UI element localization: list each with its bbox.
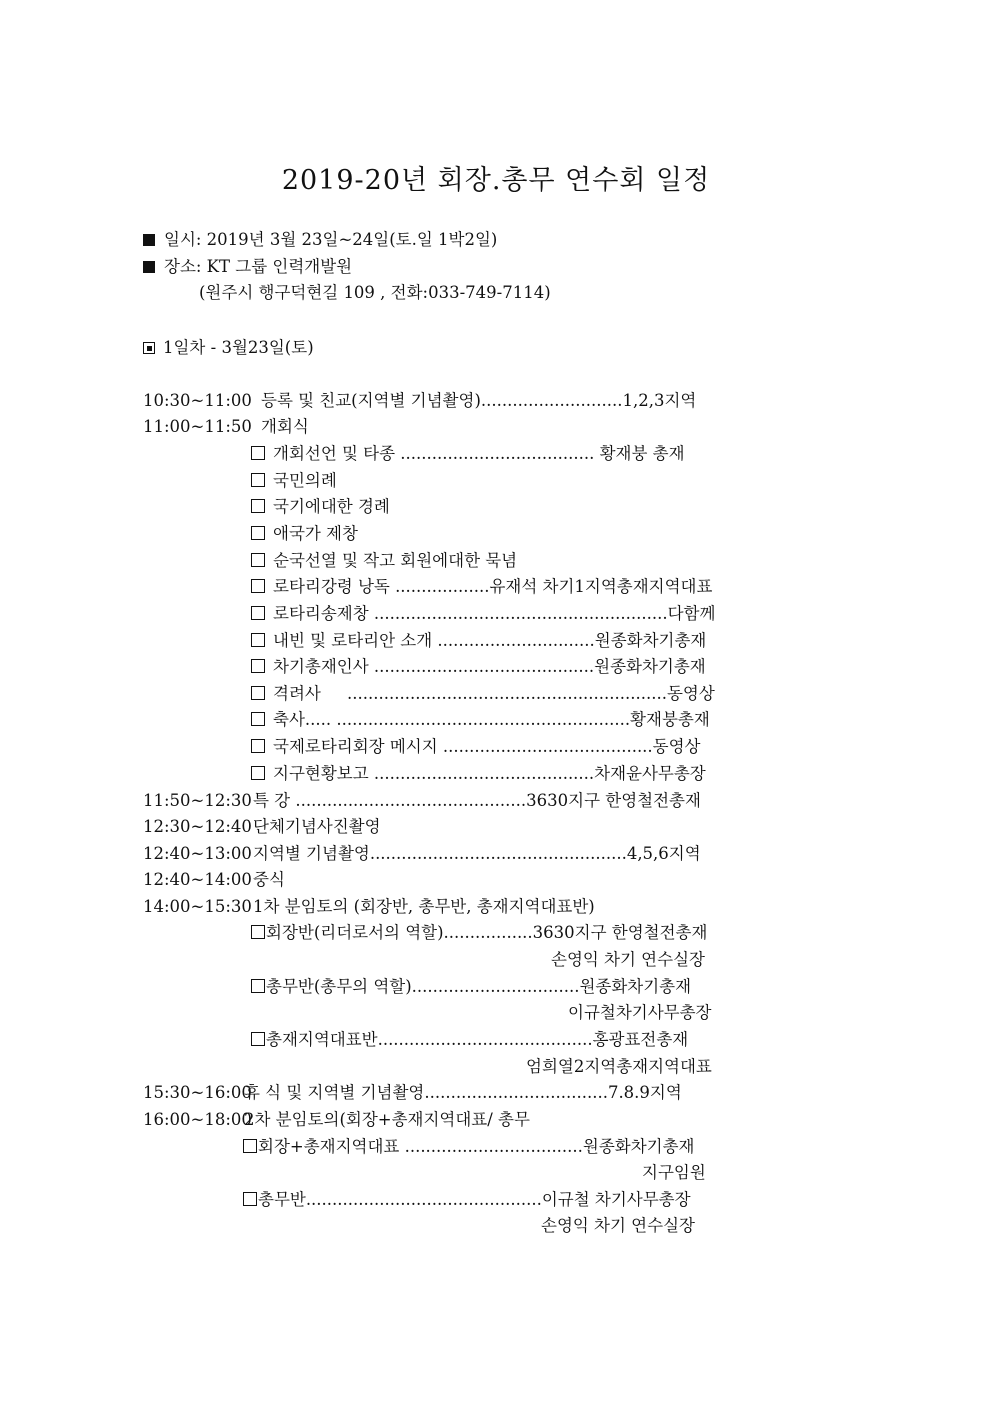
breakout-sub-leader: 엄희열2지역총재지역대표	[526, 1057, 712, 1076]
filled-square-icon	[143, 261, 155, 273]
schedule-time: 15:30~16:00	[143, 1083, 252, 1102]
day1-heading-text: 1일차 - 3월23일(토)	[163, 338, 314, 357]
checklist-text: 국민의례	[273, 471, 337, 490]
address-text: (원주시 행구덕현길 109 , 전화:033-749-7114)	[199, 283, 551, 302]
checklist-text: 로타리강령 낭독 ..................유재석 차기1지역총재지역대표	[273, 577, 713, 596]
schedule-item: 등록 및 친교(지역별 기념촬영)...........................1,2,3지역	[261, 391, 697, 410]
checkbox-icon	[251, 979, 265, 993]
checklist-text: 로타리송제창 ........................................................다함께	[273, 604, 716, 623]
checklist-text: 내빈 및 로타리안 소개 ..............................원종화차기총재	[273, 631, 707, 650]
checklist-text: 지구현황보고 ..........................................차재윤사무총장	[273, 764, 706, 783]
checkbox-icon	[251, 659, 265, 673]
place-text: 장소: KT 그룹 인력개발원	[164, 257, 353, 276]
schedule-time: 11:00~11:50	[143, 417, 252, 436]
checkbox-icon	[251, 925, 265, 939]
breakout-sub-leader: 손영익 차기 연수실장	[541, 1216, 695, 1235]
checklist-text: 순국선열 및 작고 회원에대한 묵념	[273, 551, 518, 570]
checklist-text: 축사..... ........................................................황재붕총재	[273, 710, 710, 729]
schedule-item: 2차 분임토의(회장+총재지역대표/ 총무	[244, 1110, 530, 1129]
schedule-item: 휴 식 및 지역별 기념촬영...................................7.8.9지역	[244, 1083, 682, 1102]
checklist-item	[251, 523, 358, 545]
schedule-time: 16:00~18:00	[143, 1110, 252, 1129]
breakout-text: 회장반(리더로서의 역할).................3630지구 한영철전총재	[266, 923, 708, 942]
schedule-time: 12:30~12:40	[143, 817, 252, 836]
checkbox-icon	[251, 766, 265, 780]
filled-square-icon	[143, 234, 155, 246]
breakout-group	[251, 1029, 688, 1051]
checkbox-icon	[251, 686, 265, 700]
checklist-item	[251, 443, 685, 465]
schedule-time: 11:50~12:30	[143, 791, 252, 810]
checkbox-icon	[251, 606, 265, 620]
checklist-item	[251, 496, 390, 518]
date-text: 일시: 2019년 3월 23일~24일(토.일 1박2일)	[164, 230, 498, 249]
checklist-item	[251, 550, 517, 572]
checkbox-icon	[251, 446, 265, 460]
checkbox-icon	[251, 633, 265, 647]
boxed-square-icon	[143, 342, 155, 354]
breakout-text: 총무반(총무의 역할)................................원종화차기총재	[266, 977, 692, 996]
checklist-item	[251, 576, 712, 598]
breakout-sub-leader: 지구임원	[642, 1163, 706, 1182]
checkbox-icon	[251, 499, 265, 513]
checkbox-icon	[251, 553, 265, 567]
checklist-text: 격려사 .............................................................동영상	[273, 684, 715, 703]
schedule-time: 10:30~11:00	[143, 391, 252, 410]
checkbox-icon	[251, 473, 265, 487]
checklist-item	[251, 736, 701, 758]
checklist-text: 개회선언 및 타종 ..................................... 황재붕 총재	[273, 444, 685, 463]
checklist-item	[251, 709, 710, 731]
checklist-text: 국기에대한 경례	[273, 497, 390, 516]
breakout-group	[251, 976, 691, 998]
day1-heading	[143, 337, 314, 359]
checklist-item	[251, 630, 706, 652]
breakout-group	[251, 922, 707, 944]
place-line	[143, 256, 352, 278]
schedule-item: 1차 분임토의 (회장반, 총무반, 총재지역대표반)	[253, 897, 595, 916]
checklist-text: 국제로타리회장 메시지 ........................................동영상	[273, 737, 701, 756]
breakout-text: 회장+총재지역대표 ..................................원종화차기총재	[258, 1137, 695, 1156]
checkbox-icon	[243, 1192, 257, 1206]
checkbox-icon	[251, 579, 265, 593]
checklist-text: 차기총재인사 ..........................................원종화차기총재	[273, 657, 706, 676]
breakout-group	[243, 1189, 691, 1211]
checkbox-icon	[251, 712, 265, 726]
breakout-group	[243, 1136, 694, 1158]
checkbox-icon	[243, 1139, 257, 1153]
breakout-sub-leader: 손영익 차기 연수실장	[551, 950, 705, 969]
schedule-time: 12:40~13:00	[143, 844, 252, 863]
schedule-time: 12:40~14:00	[143, 870, 252, 889]
schedule-item: 중식	[253, 870, 285, 889]
checkbox-icon	[251, 1032, 265, 1046]
checklist-item	[251, 470, 337, 492]
schedule-item: 단체기념사진촬영	[253, 817, 381, 836]
checkbox-icon	[251, 739, 265, 753]
checklist-item	[251, 656, 706, 678]
breakout-text: 총무반.............................................이규철 차기사무총장	[258, 1190, 691, 1209]
checklist-item	[251, 763, 706, 785]
schedule-item: 개회식	[261, 417, 309, 436]
checklist-item	[251, 603, 715, 625]
date-line	[143, 229, 497, 251]
document-title: 2019-20년 회장.총무 연수회 일정	[281, 165, 711, 196]
breakout-sub-leader: 이규철차기사무총장	[568, 1003, 712, 1022]
schedule-time: 14:00~15:30	[143, 897, 252, 916]
schedule-item: 지역별 기념촬영.................................................4,5,6지역	[253, 844, 701, 863]
checklist-item	[251, 683, 715, 705]
schedule-item: 특 강 ............................................3630지구 한영철전총재	[253, 791, 701, 810]
checklist-text: 애국가 제창	[273, 524, 358, 543]
checkbox-icon	[251, 526, 265, 540]
breakout-text: 총재지역대표반.........................................홍광표전총재	[266, 1030, 689, 1049]
